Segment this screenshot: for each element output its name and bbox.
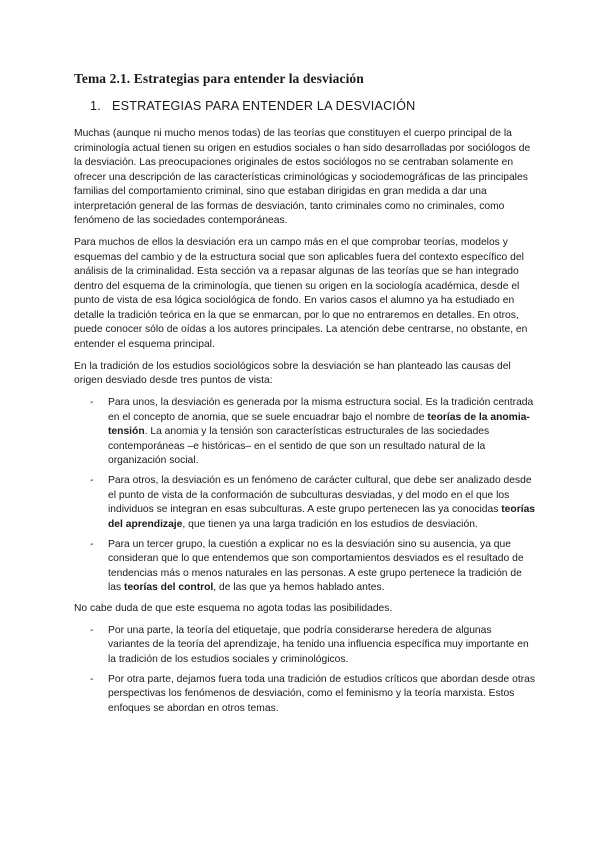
list-item [90, 538, 536, 596]
viewpoints-list [74, 396, 536, 596]
list-dash: - [90, 624, 94, 636]
paragraph-3: En la tradición de los estudios sociológicos sobre la desviación se han planteado las causas del origen desviado desde tres puntos de vista: [74, 360, 511, 386]
list-item-text: , que tienen ya una larga tradición en los estudios de desviación. [182, 518, 478, 530]
list-item [90, 396, 536, 469]
document-body [74, 127, 536, 722]
list-item-text: Por otra parte, dejamos fuera toda una tradición de estudios críticos que abordan desde otras perspectivas los fenómenos de desviación, como el feminismo y la teoría marxista. Estos enfoques se abordan en otros temas. [108, 673, 536, 714]
list-item [90, 474, 536, 532]
list-dash: - [90, 673, 94, 685]
list-item-text: , de las que ya hemos hablado antes. [213, 582, 385, 593]
list-item-text: Para unos, la desviación es generada por la misma estructura social. Es la tradición centrada en el concepto de anomia, que se suele encuadrar bajo el nombre de [108, 397, 534, 423]
paragraph-2: Para muchos de ellos la desviación era un campo más en el que comprobar teorías, modelos y esquemas del cambio y de la estructura social que son aplicables fuera del contexto específico del análisis de la criminalidad. Esta sección va a repasar algunas de las teorías que se han integrado dentro del esquema de la criminología, que tienen su origen en la sociología académica, desde el punto de vista de esa lógica sociológica de fondo. En varios casos el alumno ya ha estudiado en detalle la tradición teórica en la que se enmarcan, por lo que no entraremos en detalles. En otros, puede conocer sólo de oídas a los autores principales. La atención debe centrarse, no obstante, en entender el esquema principal. [74, 237, 528, 350]
list-dash: - [90, 538, 94, 550]
list-item-bold-term: teorías del aprendizaje [108, 504, 536, 530]
section-heading [90, 98, 415, 115]
list-item-text: . La anomia y la tensión son características estructurales de las sociedades contemporáneas –e históricas– en el sentido de que son un resultado natural de la organización social. [108, 426, 490, 466]
section-heading-text: ESTRATEGIAS PARA ENTENDER LA DESVIACIÓN [112, 99, 416, 113]
list-item-text: Para un tercer grupo, la cuestión a explicar no es la desviación sino su ausencia, ya que consideran que lo que entendemos que son comportamientos desviados es el resultado de tendencias más o menos naturales en las personas. A este grupo pertenece la tradición de las [108, 538, 524, 593]
list-dash: - [90, 397, 94, 408]
list-item-text: Para otros, la desviación es un fenómeno de carácter cultural, que debe ser analizado desde el punto de vista de la conformación de subculturas desviadas, y del modo en el que los individuos se integran en esas subculturas. A este grupo pertenecen las ya conocidas [108, 475, 532, 515]
list-item-text: Por una parte, la teoría del etiquetaje, que podría considerarse heredera de algunas variantes de la teoría del aprendizaje, ha tenido una influencia específica muy importante en la tradición de los estudios sociales y criminológicos. [108, 624, 529, 665]
list-item [90, 673, 536, 717]
section-number: 1. [90, 99, 101, 113]
document-title: Tema 2.1. Estrategias para entender la desviación [74, 71, 364, 86]
paragraph-1: Muchas (aunque ni mucho menos todas) de las teorías que constituyen el cuerpo principal de la criminología actual tienen su origen en estudios sociales o han sido desarrolladas por sociólogos de la desviación. Las preocupaciones originales de estos sociólogos no se centraban solamente en ofrecer una descripción de las características criminológicas y sociodemográficas de las principales familias del comportamiento criminal, sino que estaban dirigidas en gran medida a dar una interpretación general de las formas de desviación, tanto criminales como no criminales, como fenómeno de las sociedades contemporáneas. [74, 128, 531, 226]
list-dash: - [90, 475, 94, 486]
paragraph-4: No cabe duda de que este esquema no agota todas las posibilidades. [74, 602, 393, 614]
exclusions-list [74, 624, 536, 717]
list-item [90, 624, 536, 668]
list-item-bold-term: teorías del control [124, 582, 214, 593]
list-item-bold-term: teorías de la anomia-tensión [108, 411, 530, 437]
